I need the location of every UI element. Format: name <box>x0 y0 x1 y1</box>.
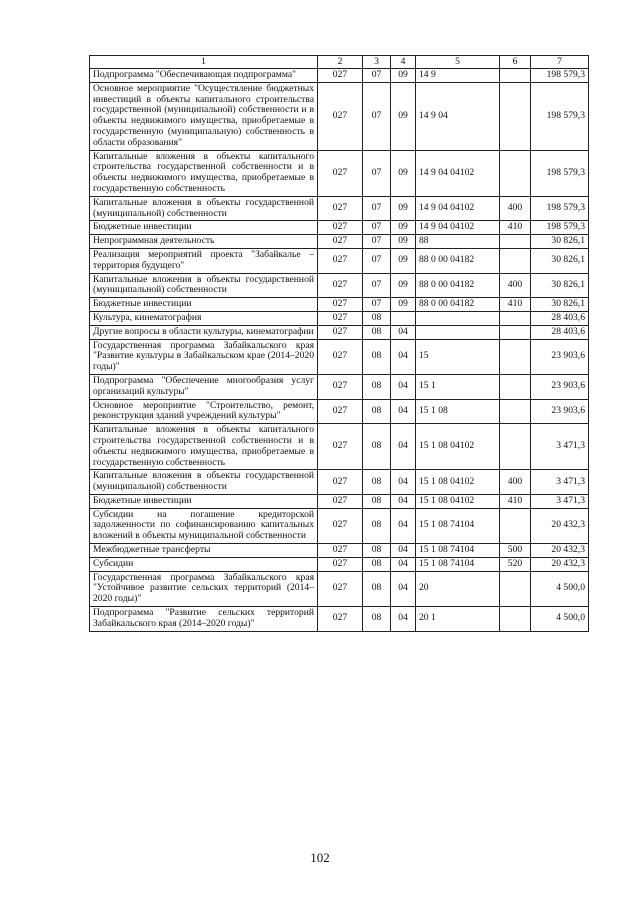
admin-code-cell: 027 <box>318 399 363 424</box>
section-code-cell: 08 <box>363 374 391 399</box>
amount-cell: 23 903,6 <box>531 339 589 374</box>
amount-cell: 3 471,3 <box>531 424 589 470</box>
header-col-4: 4 <box>391 56 416 69</box>
table-row <box>90 221 589 235</box>
item-name-cell: Основное мероприятие "Строительство, ремонт, реконструкция зданий учреждений культуры" <box>90 399 318 424</box>
target-article-cell: 15 1 08 74104 <box>416 544 500 558</box>
expense-type-cell: 410 <box>500 298 531 312</box>
item-name-cell: Другие вопросы в области культуры, кинематографии <box>90 325 318 339</box>
section-code-cell: 08 <box>363 508 391 543</box>
subsection-code-cell: 04 <box>391 424 416 470</box>
target-article-cell: 20 1 <box>416 607 500 632</box>
amount-cell: 20 432,3 <box>531 544 589 558</box>
target-article-cell: 20 <box>416 571 500 606</box>
table-row <box>90 311 589 325</box>
expense-type-cell <box>500 325 531 339</box>
item-name-cell: Субсидии на погашение кредиторской задолженности по софинансированию капитальных вложений в объекты муниципальной собственности <box>90 508 318 543</box>
item-name-cell: Бюджетные инвестиции <box>90 221 318 235</box>
header-col-7: 7 <box>531 56 589 69</box>
subsection-code-cell: 09 <box>391 248 416 273</box>
header-col-2: 2 <box>318 56 363 69</box>
header-col-5: 5 <box>416 56 500 69</box>
section-code-cell: 08 <box>363 424 391 470</box>
subsection-code-cell: 04 <box>391 508 416 543</box>
table-row <box>90 325 589 339</box>
item-name-cell: Бюджетные инвестиции <box>90 494 318 508</box>
header-col-6: 6 <box>500 56 531 69</box>
section-code-cell: 08 <box>363 607 391 632</box>
table-row <box>90 69 589 83</box>
target-article-cell: 14 9 04 04102 <box>416 150 500 196</box>
target-article-cell: 88 0 00 04182 <box>416 248 500 273</box>
target-article-cell: 88 <box>416 235 500 249</box>
target-article-cell: 15 1 08 <box>416 399 500 424</box>
section-code-cell: 07 <box>363 221 391 235</box>
table-row <box>90 508 589 543</box>
target-article-cell: 14 9 04 04102 <box>416 221 500 235</box>
amount-cell: 4 500,0 <box>531 607 589 632</box>
table-row <box>90 82 589 150</box>
table-body <box>90 69 589 632</box>
admin-code-cell: 027 <box>318 82 363 150</box>
table-row <box>90 339 589 374</box>
subsection-code-cell: 04 <box>391 374 416 399</box>
header-col-1: 1 <box>90 56 318 69</box>
section-code-cell: 07 <box>363 248 391 273</box>
target-article-cell <box>416 311 500 325</box>
subsection-code-cell: 04 <box>391 571 416 606</box>
admin-code-cell: 027 <box>318 470 363 495</box>
table-row <box>90 273 589 298</box>
subsection-code-cell: 04 <box>391 325 416 339</box>
table-row <box>90 557 589 571</box>
item-name-cell: Подпрограмма "Обеспечение многообразия услуг организаций культуры" <box>90 374 318 399</box>
table-row <box>90 235 589 249</box>
expense-type-cell <box>500 69 531 83</box>
table-row <box>90 494 589 508</box>
amount-cell: 20 432,3 <box>531 508 589 543</box>
subsection-code-cell: 09 <box>391 82 416 150</box>
subsection-code-cell: 09 <box>391 235 416 249</box>
item-name-cell: Государственная программа Забайкальского края "Устойчивое развитие сельских территорий (2014–2020 годы)" <box>90 571 318 606</box>
table-row <box>90 399 589 424</box>
admin-code-cell: 027 <box>318 221 363 235</box>
subsection-code-cell: 04 <box>391 544 416 558</box>
expense-type-cell: 400 <box>500 196 531 221</box>
section-code-cell: 07 <box>363 298 391 312</box>
expense-type-cell: 410 <box>500 494 531 508</box>
subsection-code-cell: 04 <box>391 399 416 424</box>
section-code-cell: 08 <box>363 399 391 424</box>
amount-cell: 30 826,1 <box>531 273 589 298</box>
amount-cell: 20 432,3 <box>531 557 589 571</box>
expense-type-cell <box>500 508 531 543</box>
amount-cell: 4 500,0 <box>531 571 589 606</box>
amount-cell: 3 471,3 <box>531 494 589 508</box>
expense-type-cell <box>500 374 531 399</box>
section-code-cell: 08 <box>363 571 391 606</box>
subsection-code-cell: 04 <box>391 339 416 374</box>
budget-table <box>89 55 589 632</box>
section-code-cell: 08 <box>363 339 391 374</box>
target-article-cell: 15 <box>416 339 500 374</box>
admin-code-cell: 027 <box>318 273 363 298</box>
table-row <box>90 571 589 606</box>
table-row <box>90 248 589 273</box>
subsection-code-cell: 04 <box>391 470 416 495</box>
admin-code-cell: 027 <box>318 339 363 374</box>
admin-code-cell: 027 <box>318 494 363 508</box>
target-article-cell: 15 1 08 04102 <box>416 494 500 508</box>
amount-cell: 198 579,3 <box>531 150 589 196</box>
admin-code-cell: 027 <box>318 544 363 558</box>
amount-cell: 30 826,1 <box>531 248 589 273</box>
subsection-code-cell <box>391 311 416 325</box>
amount-cell: 3 471,3 <box>531 470 589 495</box>
table-row <box>90 544 589 558</box>
amount-cell: 198 579,3 <box>531 196 589 221</box>
table-row <box>90 470 589 495</box>
subsection-code-cell: 09 <box>391 150 416 196</box>
subsection-code-cell: 04 <box>391 607 416 632</box>
item-name-cell: Государственная программа Забайкальского края "Развитие культуры в Забайкальском крае (2014–2020 годы)" <box>90 339 318 374</box>
expense-type-cell <box>500 82 531 150</box>
item-name-cell: Реализация мероприятий проекта "Забайкалье – территория будущего" <box>90 248 318 273</box>
subsection-code-cell: 09 <box>391 221 416 235</box>
target-article-cell: 14 9 04 04102 <box>416 196 500 221</box>
expense-type-cell <box>500 607 531 632</box>
subsection-code-cell: 04 <box>391 557 416 571</box>
expense-type-cell <box>500 424 531 470</box>
expense-type-cell: 520 <box>500 557 531 571</box>
subsection-code-cell: 09 <box>391 69 416 83</box>
admin-code-cell: 027 <box>318 571 363 606</box>
expense-type-cell <box>500 235 531 249</box>
item-name-cell: Капитальные вложения в объекты государственной (муниципальной) собственности <box>90 196 318 221</box>
admin-code-cell: 027 <box>318 311 363 325</box>
item-name-cell: Подпрограмма "Развитие сельских территорий Забайкальского края (2014–2020 годы)" <box>90 607 318 632</box>
target-article-cell <box>416 325 500 339</box>
section-code-cell: 08 <box>363 494 391 508</box>
section-code-cell: 07 <box>363 235 391 249</box>
expense-type-cell <box>500 311 531 325</box>
expense-type-cell: 500 <box>500 544 531 558</box>
expense-type-cell <box>500 339 531 374</box>
admin-code-cell: 027 <box>318 150 363 196</box>
item-name-cell: Культура, кинематография <box>90 311 318 325</box>
subsection-code-cell: 09 <box>391 273 416 298</box>
table-row <box>90 150 589 196</box>
section-code-cell: 08 <box>363 325 391 339</box>
table-row <box>90 607 589 632</box>
item-name-cell: Основное мероприятие "Осуществление бюджетных инвестиций в объекты капитального строительства государственной (муниципальной) собственности и в объекты недвижимого имущества, приобретаемые в государственную (муниципальную) собственность в области образования" <box>90 82 318 150</box>
amount-cell: 198 579,3 <box>531 69 589 83</box>
admin-code-cell: 027 <box>318 196 363 221</box>
section-code-cell: 07 <box>363 273 391 298</box>
item-name-cell: Капитальные вложения в объекты государственной (муниципальной) собственности <box>90 470 318 495</box>
page-number: 102 <box>310 850 330 865</box>
target-article-cell: 88 0 00 04182 <box>416 298 500 312</box>
amount-cell: 198 579,3 <box>531 221 589 235</box>
target-article-cell: 88 0 00 04182 <box>416 273 500 298</box>
section-code-cell: 07 <box>363 150 391 196</box>
expense-type-cell: 410 <box>500 221 531 235</box>
target-article-cell: 14 9 <box>416 69 500 83</box>
item-name-cell: Капитальные вложения в объекты капитального строительства государственной собственности и в объекты недвижимого имущества, приобретаемые в государственную собственность <box>90 424 318 470</box>
section-code-cell: 08 <box>363 544 391 558</box>
admin-code-cell: 027 <box>318 298 363 312</box>
section-code-cell: 08 <box>363 470 391 495</box>
amount-cell: 30 826,1 <box>531 298 589 312</box>
subsection-code-cell: 09 <box>391 298 416 312</box>
admin-code-cell: 027 <box>318 607 363 632</box>
section-code-cell: 07 <box>363 82 391 150</box>
target-article-cell: 14 9 04 <box>416 82 500 150</box>
target-article-cell: 15 1 <box>416 374 500 399</box>
item-name-cell: Непрограммная деятельность <box>90 235 318 249</box>
amount-cell: 23 903,6 <box>531 374 589 399</box>
target-article-cell: 15 1 08 04102 <box>416 470 500 495</box>
admin-code-cell: 027 <box>318 248 363 273</box>
amount-cell: 23 903,6 <box>531 399 589 424</box>
amount-cell: 30 826,1 <box>531 235 589 249</box>
amount-cell: 28 403,6 <box>531 311 589 325</box>
expense-type-cell: 400 <box>500 470 531 495</box>
item-name-cell: Подпрограмма "Обеспечивающая подпрограмма" <box>90 69 318 83</box>
admin-code-cell: 027 <box>318 424 363 470</box>
target-article-cell: 15 1 08 74104 <box>416 557 500 571</box>
table-row <box>90 298 589 312</box>
header-col-3: 3 <box>363 56 391 69</box>
expense-type-cell <box>500 150 531 196</box>
expense-type-cell: 400 <box>500 273 531 298</box>
table-row <box>90 374 589 399</box>
section-code-cell: 08 <box>363 557 391 571</box>
admin-code-cell: 027 <box>318 69 363 83</box>
item-name-cell: Межбюджетные трансферты <box>90 544 318 558</box>
target-article-cell: 15 1 08 74104 <box>416 508 500 543</box>
admin-code-cell: 027 <box>318 374 363 399</box>
item-name-cell: Субсидии <box>90 557 318 571</box>
table-header-row <box>90 56 589 69</box>
subsection-code-cell: 04 <box>391 494 416 508</box>
subsection-code-cell: 09 <box>391 196 416 221</box>
expense-type-cell <box>500 571 531 606</box>
table-row <box>90 424 589 470</box>
section-code-cell: 07 <box>363 196 391 221</box>
section-code-cell: 07 <box>363 69 391 83</box>
target-article-cell: 15 1 08 04102 <box>416 424 500 470</box>
section-code-cell: 08 <box>363 311 391 325</box>
expense-type-cell <box>500 248 531 273</box>
amount-cell: 28 403,6 <box>531 325 589 339</box>
admin-code-cell: 027 <box>318 557 363 571</box>
item-name-cell: Капитальные вложения в объекты капитального строительства государственной собственности и в объекты недвижимого имущества, приобретаемые в государственную собственность <box>90 150 318 196</box>
admin-code-cell: 027 <box>318 235 363 249</box>
expense-type-cell <box>500 399 531 424</box>
table-row <box>90 196 589 221</box>
amount-cell: 198 579,3 <box>531 82 589 150</box>
item-name-cell: Капитальные вложения в объекты государственной (муниципальной) собственности <box>90 273 318 298</box>
admin-code-cell: 027 <box>318 508 363 543</box>
item-name-cell: Бюджетные инвестиции <box>90 298 318 312</box>
admin-code-cell: 027 <box>318 325 363 339</box>
